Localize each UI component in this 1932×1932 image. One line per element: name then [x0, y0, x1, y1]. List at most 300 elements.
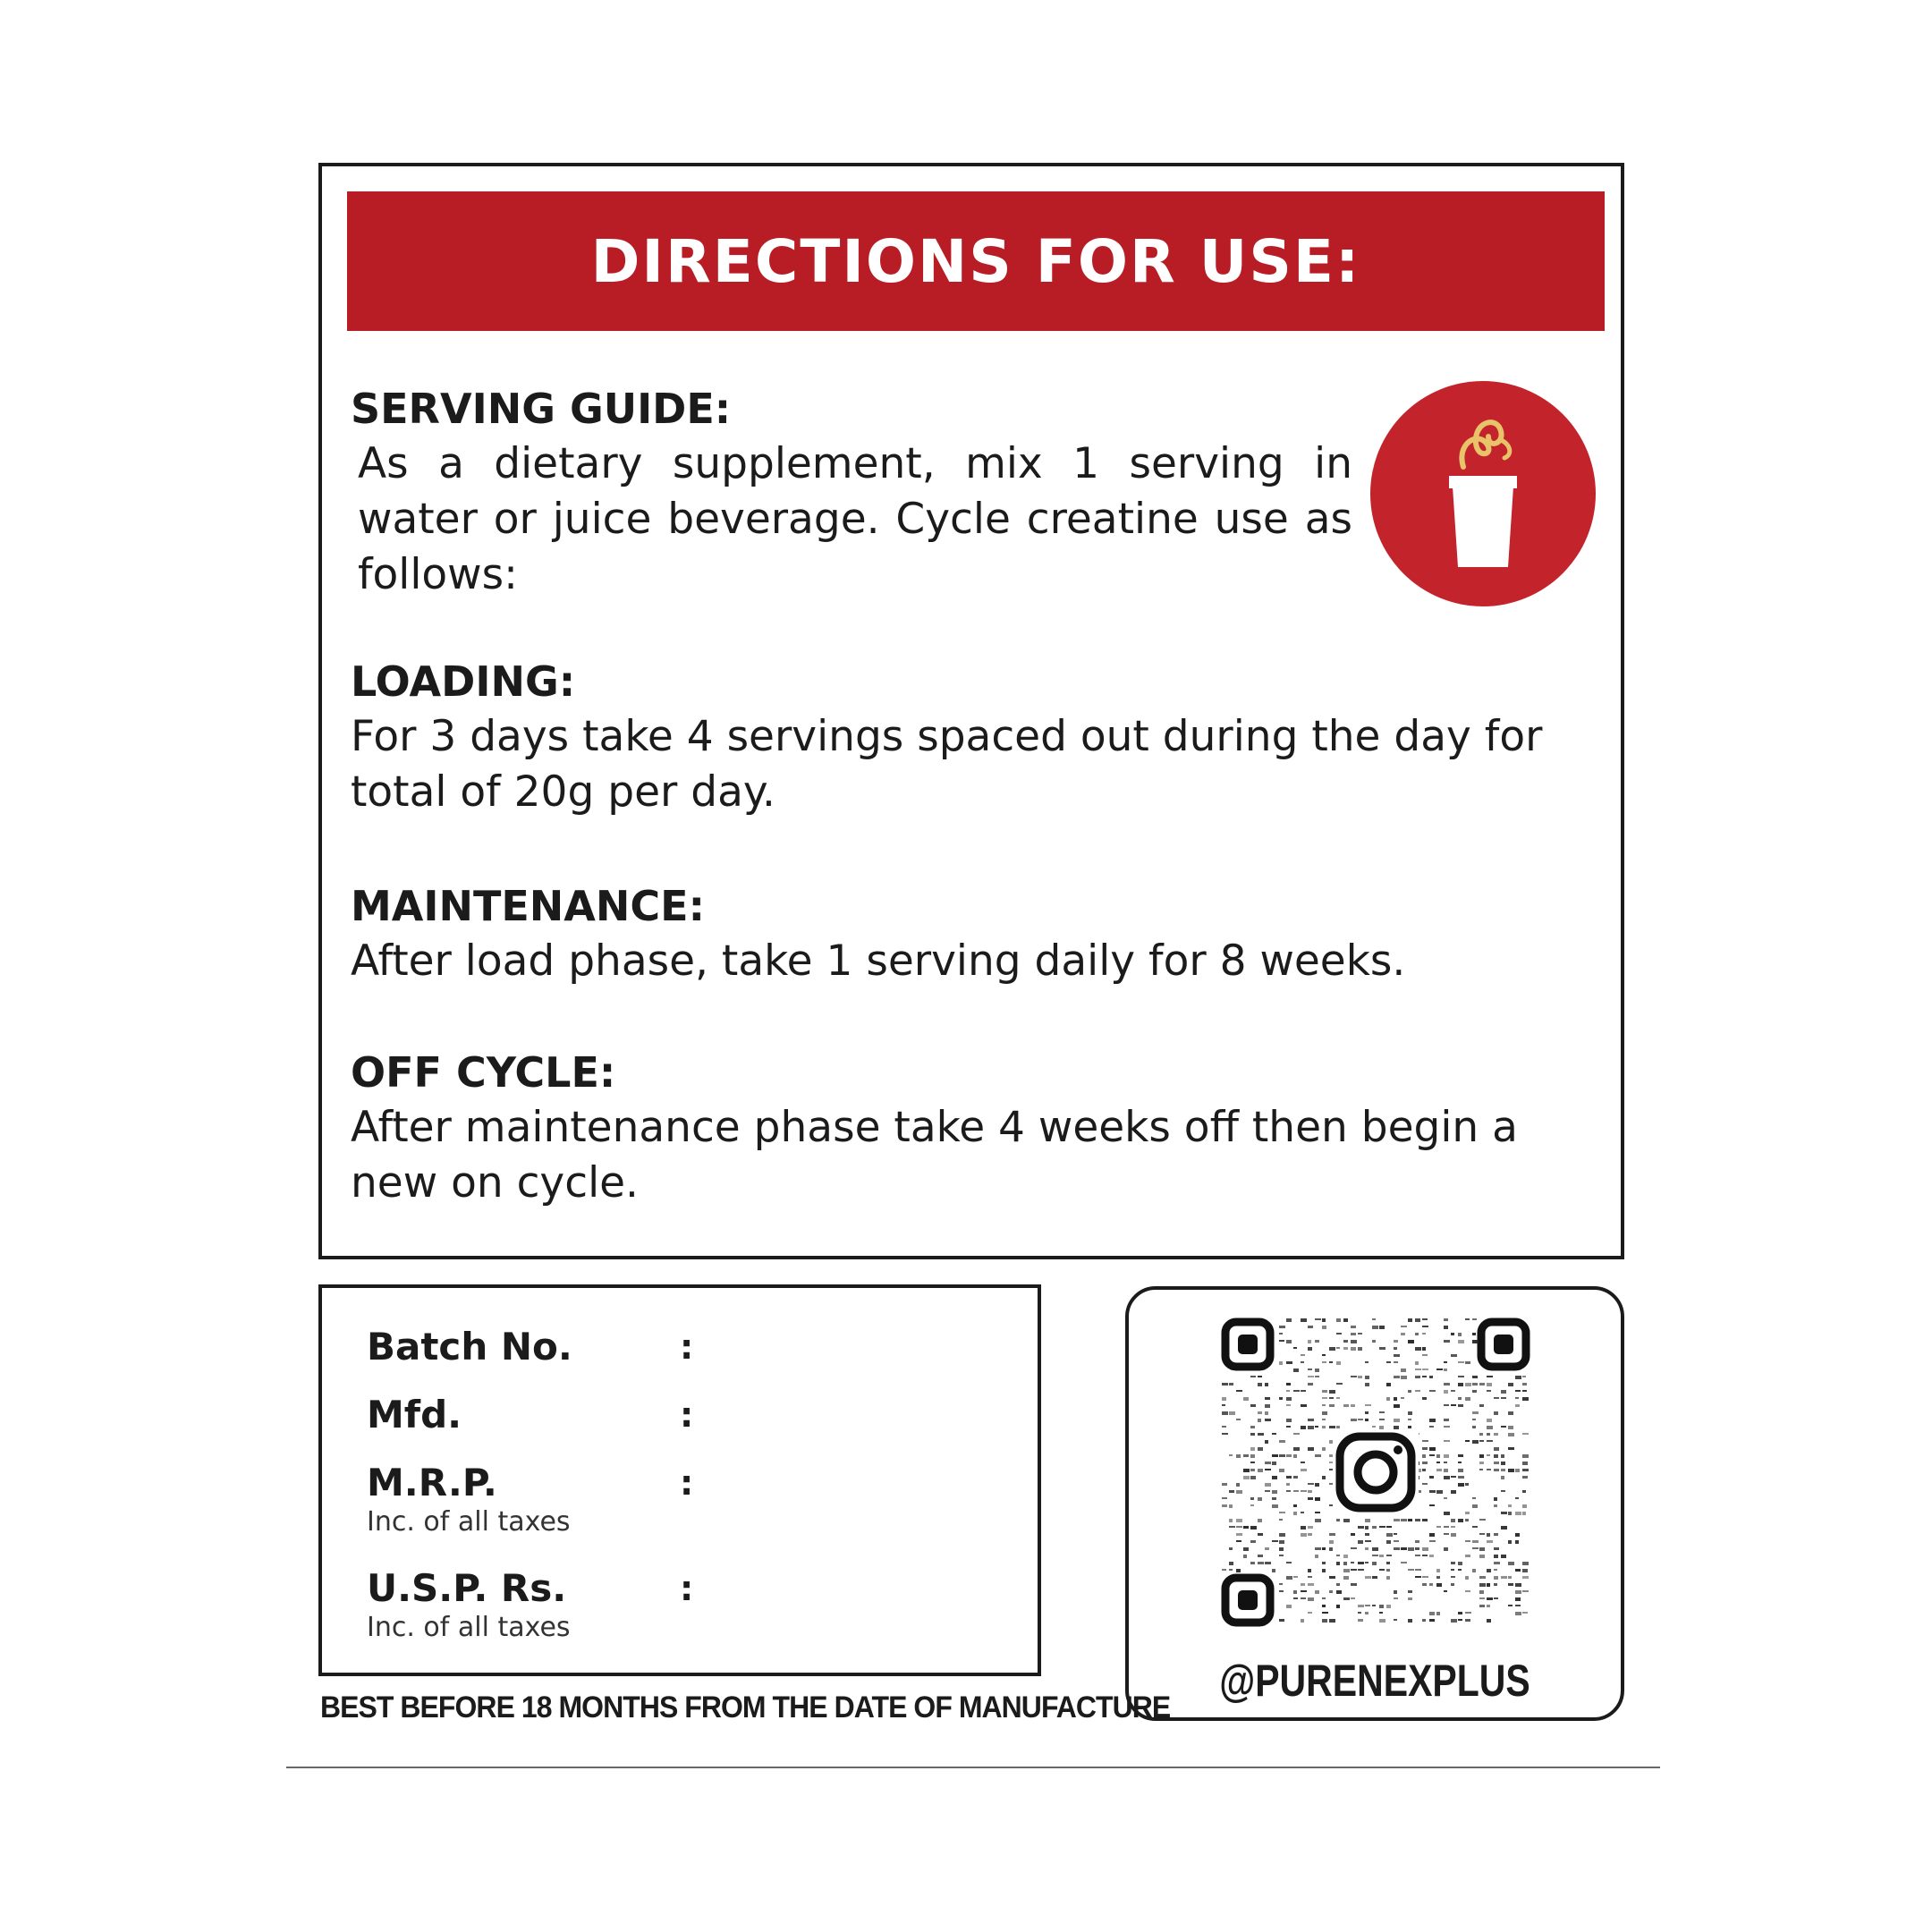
qr-module	[1494, 1504, 1497, 1507]
qr-module	[1408, 1390, 1411, 1393]
qr-module	[1386, 1605, 1391, 1608]
qr-module	[1258, 1383, 1262, 1386]
qr-module	[1465, 1590, 1470, 1592]
qr-module	[1422, 1469, 1426, 1471]
drink-cup-icon	[1370, 381, 1596, 606]
qr-module	[1301, 1526, 1306, 1530]
qr-module	[1358, 1333, 1362, 1335]
qr-module	[1422, 1376, 1427, 1377]
qr-module	[1379, 1419, 1385, 1420]
qr-module	[1465, 1440, 1470, 1442]
qr-module	[1293, 1368, 1299, 1372]
qr-module	[1408, 1569, 1414, 1571]
qr-module	[1401, 1368, 1406, 1372]
qr-module	[1451, 1354, 1457, 1357]
qr-module	[1436, 1462, 1440, 1463]
qr-module	[1293, 1476, 1298, 1479]
qr-module	[1422, 1583, 1427, 1586]
qr-module	[1429, 1555, 1434, 1557]
qr-module	[1487, 1419, 1492, 1422]
qr-module	[1479, 1533, 1485, 1535]
qr-module	[1308, 1383, 1313, 1385]
qr-module	[1458, 1404, 1463, 1407]
batch-separator: :	[680, 1327, 694, 1367]
qr-module	[1386, 1555, 1392, 1556]
qr-module	[1429, 1447, 1436, 1451]
qr-module	[1265, 1419, 1271, 1421]
qr-module	[1351, 1419, 1357, 1421]
qr-module	[1372, 1605, 1376, 1606]
qr-module	[1479, 1590, 1484, 1594]
qr-module	[1365, 1526, 1368, 1530]
qr-module	[1250, 1562, 1255, 1564]
qr-module	[1458, 1454, 1463, 1457]
instagram-qr-icon[interactable]	[1218, 1315, 1533, 1630]
qr-module	[1229, 1547, 1233, 1550]
qr-module	[1265, 1562, 1271, 1564]
qr-module	[1272, 1433, 1276, 1435]
qr-module	[1358, 1376, 1362, 1378]
serving-guide-title: SERVING GUIDE:	[351, 385, 732, 433]
qr-module	[1365, 1361, 1368, 1363]
qr-module	[1401, 1326, 1407, 1327]
qr-module	[1308, 1612, 1312, 1614]
qr-module	[1444, 1440, 1450, 1442]
qr-module	[1279, 1533, 1285, 1537]
qr-module	[1315, 1519, 1321, 1522]
qr-module	[1487, 1533, 1490, 1537]
qr-module	[1322, 1619, 1327, 1623]
qr-module	[1408, 1426, 1411, 1428]
qr-module	[1365, 1562, 1368, 1563]
qr-module	[1365, 1419, 1368, 1421]
qr-module	[1258, 1419, 1261, 1422]
qr-module	[1236, 1419, 1241, 1420]
qr-module	[1501, 1390, 1506, 1394]
qr-module	[1487, 1597, 1493, 1600]
qr-module	[1472, 1376, 1478, 1378]
qr-module	[1351, 1533, 1355, 1536]
qr-module	[1422, 1576, 1428, 1578]
qr-module	[1236, 1490, 1242, 1494]
qr-module	[1429, 1426, 1434, 1428]
qr-module	[1508, 1512, 1512, 1515]
qr-module	[1250, 1469, 1255, 1471]
qr-module	[1379, 1411, 1385, 1413]
qr-module	[1279, 1555, 1284, 1556]
qr-module	[1522, 1562, 1529, 1565]
qr-module	[1229, 1519, 1233, 1522]
qr-module	[1408, 1619, 1412, 1623]
qr-module	[1458, 1397, 1462, 1400]
qr-module	[1336, 1562, 1340, 1565]
qr-module	[1293, 1390, 1300, 1392]
instagram-handle[interactable]: @PURENEXPLUS	[1219, 1656, 1530, 1706]
qr-module	[1379, 1526, 1385, 1528]
qr-module	[1250, 1526, 1257, 1530]
qr-module	[1508, 1411, 1513, 1415]
qr-module	[1315, 1340, 1319, 1343]
qr-module	[1250, 1540, 1256, 1543]
qr-module	[1358, 1347, 1362, 1351]
qr-module	[1351, 1376, 1357, 1377]
qr-module	[1444, 1340, 1450, 1343]
qr-module	[1494, 1469, 1499, 1471]
qr-module	[1372, 1547, 1378, 1551]
qr-module	[1379, 1619, 1385, 1623]
qr-module	[1522, 1590, 1529, 1592]
qr-module	[1522, 1576, 1529, 1579]
qr-module	[1472, 1497, 1476, 1499]
qr-module	[1422, 1454, 1426, 1458]
qr-module	[1329, 1533, 1335, 1536]
qr-module	[1429, 1504, 1435, 1506]
qr-module	[1286, 1576, 1292, 1580]
qr-module	[1379, 1326, 1385, 1329]
qr-module	[1508, 1583, 1513, 1586]
qr-module	[1272, 1504, 1278, 1508]
qr-module	[1429, 1476, 1434, 1479]
qr-module	[1479, 1440, 1484, 1442]
qr-module	[1408, 1590, 1412, 1593]
qr-module	[1429, 1419, 1436, 1422]
qr-module	[1322, 1569, 1326, 1572]
qr-module	[1465, 1483, 1469, 1486]
qr-module	[1379, 1569, 1385, 1571]
qr-module	[1444, 1533, 1449, 1535]
qr-module	[1351, 1347, 1356, 1351]
qr-module	[1301, 1512, 1304, 1513]
qr-module	[1422, 1318, 1428, 1320]
qr-module	[1329, 1590, 1333, 1593]
qr-module	[1386, 1361, 1391, 1363]
qr-module	[1401, 1562, 1407, 1563]
qr-module	[1308, 1533, 1312, 1536]
qr-module	[1279, 1440, 1285, 1443]
qr-module	[1293, 1454, 1297, 1458]
qr-module	[1465, 1397, 1470, 1401]
qr-module	[1479, 1469, 1483, 1470]
serving-guide-text: As a dietary supplement, mix 1 serving in water or juice beverage. Cycle creatine use as follows:	[358, 439, 1352, 599]
qr-module	[1522, 1376, 1526, 1377]
qr-module	[1236, 1526, 1242, 1528]
qr-module	[1258, 1555, 1263, 1557]
qr-module	[1222, 1497, 1227, 1499]
qr-module	[1279, 1512, 1285, 1513]
qr-module	[1293, 1490, 1299, 1492]
qr-module	[1301, 1318, 1307, 1322]
qr-module	[1515, 1397, 1519, 1399]
qr-module	[1494, 1462, 1499, 1464]
qr-module	[1479, 1605, 1485, 1607]
qr-module	[1508, 1383, 1513, 1386]
qr-module	[1436, 1469, 1442, 1471]
qr-module	[1465, 1576, 1469, 1580]
qr-module	[1465, 1383, 1471, 1386]
qr-module	[1258, 1533, 1263, 1536]
qr-module	[1286, 1419, 1292, 1422]
qr-module	[1444, 1390, 1448, 1394]
serving-guide-section	[351, 381, 1352, 603]
qr-module	[1343, 1555, 1348, 1558]
qr-module	[1301, 1490, 1307, 1492]
loading-text: For 3 days take 4 servings spaced out during the day for total of 20g per day.	[351, 712, 1543, 817]
qr-module	[1444, 1476, 1450, 1479]
qr-module	[1329, 1397, 1334, 1399]
qr-module	[1494, 1583, 1497, 1586]
best-before-note: BEST BEFORE 18 MONTHS FROM THE DATE OF MANUFACTURE	[320, 1690, 1171, 1724]
qr-module	[1494, 1411, 1498, 1415]
qr-module	[1372, 1555, 1378, 1556]
qr-module	[1322, 1318, 1326, 1322]
qr-module	[1444, 1469, 1448, 1472]
qr-module	[1343, 1576, 1349, 1580]
qr-module	[1515, 1404, 1520, 1407]
qr-module	[1458, 1476, 1464, 1479]
qr-module	[1272, 1454, 1278, 1457]
qr-module	[1494, 1547, 1499, 1550]
qr-module	[1515, 1540, 1519, 1544]
qr-module	[1286, 1404, 1291, 1406]
qr-module	[1451, 1526, 1455, 1528]
qr-module	[1444, 1318, 1448, 1321]
qr-module	[1522, 1397, 1529, 1401]
qr-module	[1436, 1583, 1442, 1587]
qr-module	[1494, 1397, 1499, 1399]
qr-module	[1522, 1569, 1528, 1572]
qr-module	[1301, 1361, 1304, 1363]
qr-module	[1329, 1361, 1333, 1363]
qr-module	[1422, 1555, 1428, 1556]
qr-module	[1308, 1569, 1311, 1572]
qr-module	[1293, 1512, 1297, 1515]
qr-module	[1501, 1476, 1504, 1479]
qr-module	[1472, 1540, 1479, 1543]
qr-module	[1415, 1318, 1420, 1322]
qr-module	[1451, 1533, 1456, 1537]
qr-module	[1394, 1533, 1397, 1535]
qr-module	[1458, 1383, 1463, 1386]
qr-module	[1329, 1347, 1335, 1351]
qr-module	[1343, 1404, 1349, 1407]
qr-module	[1250, 1447, 1255, 1451]
qr-module	[1436, 1569, 1440, 1572]
qr-module	[1501, 1397, 1506, 1399]
qr-module	[1415, 1361, 1419, 1365]
qr-module	[1501, 1576, 1507, 1579]
qr-module	[1286, 1361, 1292, 1364]
qr-module	[1487, 1540, 1493, 1543]
qr-module	[1458, 1483, 1464, 1487]
qr-module	[1301, 1462, 1305, 1463]
qr-module	[1487, 1440, 1493, 1442]
qr-module	[1308, 1483, 1314, 1485]
qr-module	[1365, 1612, 1368, 1614]
qr-module	[1279, 1590, 1284, 1592]
qr-module	[1522, 1390, 1527, 1392]
qr-module	[1336, 1583, 1340, 1586]
qr-module	[1343, 1597, 1350, 1600]
qr-module	[1451, 1333, 1454, 1335]
qr-module	[1458, 1619, 1462, 1621]
qr-module	[1487, 1583, 1490, 1587]
maintenance-section	[351, 878, 1603, 989]
qr-module	[1222, 1569, 1226, 1571]
qr-module	[1308, 1426, 1314, 1429]
loading-title: LOADING:	[351, 657, 576, 706]
qr-module	[1372, 1318, 1376, 1320]
qr-module	[1394, 1419, 1400, 1422]
qr-module	[1372, 1326, 1378, 1329]
bottom-divider	[286, 1767, 1660, 1768]
qr-module	[1408, 1519, 1412, 1521]
qr-module	[1472, 1383, 1478, 1385]
qr-module	[1222, 1397, 1226, 1401]
qr-module	[1451, 1583, 1454, 1586]
qr-module	[1343, 1519, 1350, 1522]
qr-module	[1343, 1569, 1350, 1572]
qr-module	[1279, 1361, 1283, 1365]
qr-module	[1422, 1347, 1426, 1351]
qr-module	[1472, 1547, 1479, 1549]
qr-module	[1250, 1376, 1256, 1377]
qr-module	[1501, 1454, 1504, 1458]
qr-module	[1429, 1376, 1433, 1378]
qr-module	[1472, 1569, 1476, 1572]
qr-module	[1329, 1540, 1334, 1544]
qr-module	[1329, 1404, 1335, 1407]
qr-module	[1444, 1419, 1449, 1421]
qr-module	[1451, 1619, 1457, 1623]
page-title: DIRECTIONS FOR USE:	[590, 226, 1361, 296]
qr-module	[1451, 1404, 1456, 1406]
qr-module	[1422, 1547, 1428, 1551]
qr-module	[1315, 1426, 1318, 1428]
qr-module	[1436, 1612, 1440, 1615]
qr-module	[1322, 1447, 1326, 1451]
qr-module	[1322, 1476, 1326, 1479]
qr-module	[1358, 1562, 1364, 1564]
qr-module	[1436, 1368, 1443, 1370]
qr-module	[1308, 1447, 1314, 1451]
qr-module	[1415, 1347, 1421, 1351]
qr-module	[1422, 1519, 1428, 1521]
qr-module	[1501, 1426, 1506, 1428]
qr-module	[1365, 1376, 1369, 1379]
qr-module	[1386, 1397, 1390, 1401]
qr-module	[1315, 1376, 1319, 1377]
qr-module	[1272, 1569, 1275, 1572]
qr-module	[1229, 1411, 1235, 1415]
qr-module	[1465, 1519, 1469, 1521]
qr-module	[1444, 1547, 1448, 1551]
qr-module	[1501, 1555, 1506, 1558]
qr-module	[1415, 1376, 1420, 1378]
qr-module	[1329, 1576, 1335, 1579]
qr-module	[1279, 1583, 1283, 1585]
qr-module	[1429, 1454, 1435, 1456]
qr-module	[1429, 1540, 1436, 1542]
qr-module	[1229, 1504, 1233, 1508]
qr-module	[1458, 1361, 1464, 1363]
qr-module	[1265, 1440, 1268, 1444]
qr-module	[1444, 1383, 1450, 1385]
qr-module	[1479, 1583, 1486, 1587]
qr-module	[1465, 1540, 1470, 1542]
qr-module	[1465, 1512, 1470, 1514]
qr-module	[1351, 1562, 1354, 1563]
qr-module	[1429, 1583, 1433, 1586]
qr-module	[1279, 1469, 1284, 1472]
qr-module	[1436, 1576, 1440, 1579]
qr-module	[1429, 1533, 1435, 1537]
qr-module	[1401, 1519, 1407, 1521]
qr-module	[1444, 1526, 1449, 1528]
qr-module	[1444, 1454, 1449, 1458]
usp-sublabel: Inc. of all taxes	[367, 1612, 571, 1643]
qr-module	[1372, 1526, 1377, 1529]
qr-module	[1265, 1411, 1268, 1415]
qr-module	[1415, 1576, 1421, 1578]
qr-module	[1494, 1497, 1497, 1501]
qr-module	[1272, 1476, 1277, 1479]
qr-module	[1379, 1426, 1384, 1429]
qr-module	[1279, 1340, 1284, 1342]
qr-module	[1494, 1533, 1498, 1536]
qr-module	[1322, 1411, 1327, 1415]
qr-module	[1243, 1476, 1250, 1479]
qr-module	[1444, 1326, 1448, 1329]
qr-module	[1465, 1318, 1470, 1320]
qr-module	[1336, 1383, 1343, 1385]
qr-module	[1308, 1347, 1312, 1351]
qr-module	[1386, 1383, 1391, 1386]
qr-module	[1272, 1462, 1276, 1465]
qr-module	[1265, 1397, 1270, 1400]
qr-module	[1322, 1419, 1326, 1420]
qr-module	[1279, 1326, 1285, 1328]
qr-module	[1336, 1590, 1342, 1594]
qr-module	[1315, 1483, 1319, 1487]
qr-module	[1487, 1469, 1491, 1470]
qr-module	[1422, 1326, 1428, 1327]
qr-module	[1365, 1576, 1371, 1579]
qr-module	[1286, 1490, 1291, 1492]
qr-module	[1236, 1533, 1242, 1536]
qr-module	[1222, 1483, 1227, 1486]
qr-module	[1401, 1397, 1404, 1399]
qr-module	[1229, 1569, 1233, 1571]
qr-module	[1308, 1340, 1311, 1343]
qr-module	[1315, 1547, 1321, 1550]
qr-module	[1365, 1533, 1369, 1536]
qr-module	[1444, 1512, 1450, 1515]
qr-module	[1229, 1490, 1234, 1493]
qr-module	[1372, 1562, 1377, 1565]
qr-module	[1515, 1512, 1521, 1515]
qr-module	[1465, 1619, 1470, 1622]
qr-module	[1436, 1454, 1440, 1458]
qr-module	[1222, 1411, 1228, 1415]
qr-module	[1358, 1540, 1363, 1544]
qr-module	[1279, 1454, 1285, 1457]
qr-module	[1522, 1469, 1529, 1471]
qr-module	[1301, 1390, 1306, 1392]
qr-module	[1286, 1397, 1292, 1401]
qr-module	[1479, 1462, 1484, 1464]
qr-module	[1351, 1333, 1356, 1335]
qr-module	[1301, 1404, 1307, 1407]
